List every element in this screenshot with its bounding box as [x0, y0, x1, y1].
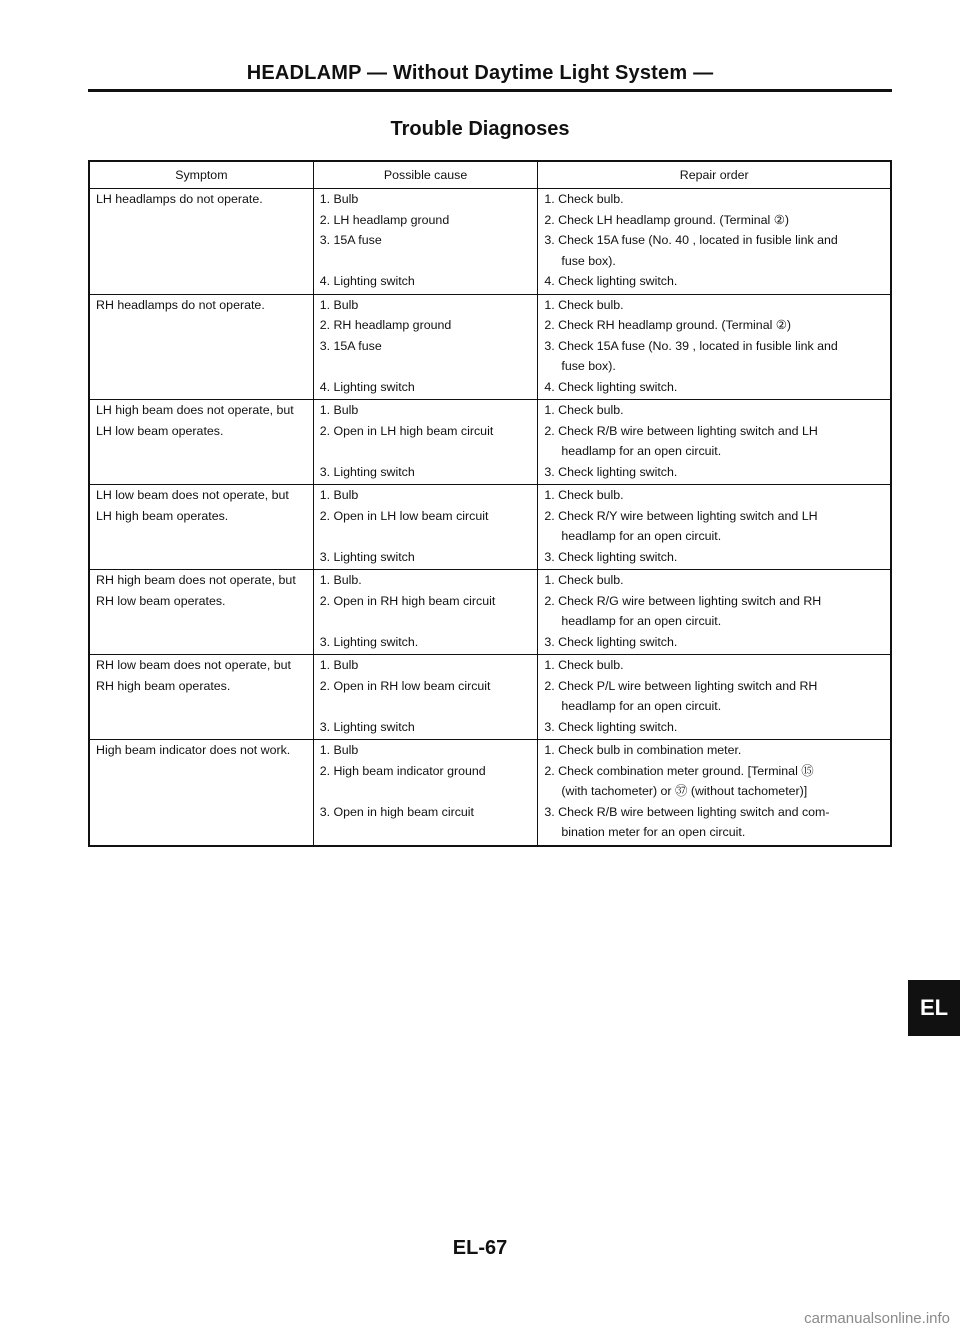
cause-line	[320, 356, 532, 377]
table-row	[89, 655, 891, 740]
cause-line	[320, 611, 532, 632]
repair-line: 1. Check bulb in combination meter.	[544, 743, 742, 757]
repair-line: 2. Check R/Y wire between lighting switch and LH	[544, 508, 818, 523]
cause-line: 2. Open in LH low beam circuit	[319, 508, 489, 523]
cause-line: 1. Bulb	[319, 297, 359, 312]
cause-line: 1. Bulb.	[319, 573, 362, 587]
symptom-text: LH high beam does not operate, but LH low beam operates.	[96, 403, 294, 438]
cause-line: 4. Lighting switch	[319, 379, 415, 394]
watermark: carmanualsonline.info	[804, 1310, 950, 1327]
repair-line: headlamp for an open circuit.	[561, 614, 722, 628]
cause-line: 3. Open in high beam circuit	[319, 804, 474, 819]
repair-order-cell	[538, 189, 891, 295]
cause-line: 3. Lighting switch	[319, 464, 415, 479]
possible-cause-cell	[313, 570, 538, 655]
cause-line: 1. Bulb	[319, 488, 359, 502]
table-row	[89, 485, 891, 570]
cause-line: 1. Bulb	[319, 192, 359, 206]
repair-line: 3. Check lighting switch.	[544, 634, 678, 649]
column-header-possible-cause: Possible cause	[313, 161, 538, 189]
table-body	[89, 189, 891, 846]
repair-order-cell	[538, 740, 891, 846]
symptom-text: RH headlamps do not operate.	[96, 297, 265, 312]
repair-line: fuse box).	[561, 359, 616, 373]
cause-line: 2. Open in LH high beam circuit	[319, 423, 494, 438]
repair-line: 3. Check 15A fuse (No. 40 , located in fusible link and	[544, 233, 838, 247]
cause-line: 2. LH headlamp ground	[319, 212, 450, 227]
possible-cause-cell	[313, 740, 538, 846]
repair-order-cell	[538, 400, 891, 485]
repair-line: 4. Check lighting switch.	[544, 379, 678, 394]
cause-line: 4. Lighting switch	[319, 274, 415, 288]
repair-line: headlamp for an open circuit.	[561, 699, 722, 713]
symptom-cell	[89, 570, 313, 655]
possible-cause-cell	[313, 189, 538, 295]
symptom-cell	[89, 400, 313, 485]
repair-line: 4. Check lighting switch.	[544, 274, 678, 288]
symptom-text: LH low beam does not operate, but LH high beam operates.	[96, 488, 289, 523]
section-title: HEADLAMP — Without Daytime Light System —	[246, 62, 714, 84]
repair-line: 3. Check lighting switch.	[544, 464, 678, 479]
repair-line: 2. Check R/B wire between lighting switch and LH	[544, 423, 818, 438]
possible-cause-cell	[313, 400, 538, 485]
cause-line: 1. Bulb	[319, 743, 359, 757]
title-rule	[88, 89, 892, 92]
column-header-repair-order: Repair order	[538, 161, 891, 189]
cause-line: 3. Lighting switch.	[319, 634, 419, 649]
symptom-text: RH high beam does not operate, but RH low beam operates.	[96, 573, 296, 608]
symptom-text: RH low beam does not operate, but RH high beam operates.	[96, 658, 291, 693]
repair-line: 2. Check R/G wire between lighting switch and RH	[544, 593, 822, 608]
possible-cause-cell	[313, 655, 538, 740]
cause-line	[320, 526, 532, 547]
repair-line: bination meter for an open circuit.	[561, 825, 746, 839]
cause-line	[320, 251, 532, 272]
repair-order-cell	[538, 570, 891, 655]
possible-cause-cell	[313, 294, 538, 400]
repair-line: 2. Check RH headlamp ground. (Terminal ②)	[544, 318, 792, 332]
table-row	[89, 189, 891, 295]
repair-line: 1. Check bulb.	[544, 297, 624, 312]
repair-line: 1. Check bulb.	[544, 488, 624, 502]
repair-order-cell	[538, 294, 891, 400]
cause-line: 3. 15A fuse	[319, 233, 382, 247]
possible-cause-cell	[313, 485, 538, 570]
repair-line: 1. Check bulb.	[544, 573, 624, 587]
repair-line: 3. Check lighting switch.	[544, 549, 678, 564]
repair-line: headlamp for an open circuit.	[561, 444, 722, 458]
symptom-text: High beam indicator does not work.	[96, 743, 291, 757]
page-number: EL-67	[452, 1237, 508, 1259]
cause-line: 2. Open in RH high beam circuit	[319, 593, 496, 608]
cause-line	[320, 781, 532, 802]
repair-line: 1. Check bulb.	[544, 658, 624, 672]
symptom-cell	[89, 655, 313, 740]
table-row	[89, 740, 891, 846]
repair-line: 2. Check combination meter ground. [Terminal ⑮	[544, 763, 814, 778]
repair-line: 1. Check bulb.	[544, 192, 624, 206]
repair-line: 2. Check LH headlamp ground. (Terminal ②)	[544, 212, 789, 227]
repair-line: 3. Check R/B wire between lighting switch and com-	[544, 804, 830, 819]
table-row	[89, 294, 891, 400]
page-heading: Trouble Diagnoses	[390, 118, 570, 140]
section-tab: EL	[908, 980, 960, 1036]
repair-line: 3. Check lighting switch.	[544, 719, 678, 734]
column-header-symptom: Symptom	[89, 161, 313, 189]
cause-line	[320, 441, 532, 462]
cause-line: 3. Lighting switch	[319, 549, 415, 564]
cause-line: 1. Bulb	[319, 403, 359, 417]
trouble-diagnoses-table	[88, 160, 892, 847]
cause-line: 3. 15A fuse	[319, 338, 382, 353]
symptom-cell	[89, 294, 313, 400]
symptom-text: LH headlamps do not operate.	[96, 192, 263, 206]
symptom-cell	[89, 740, 313, 846]
table-header-row	[89, 161, 891, 189]
repair-line: fuse box).	[561, 253, 616, 268]
repair-line: 1. Check bulb.	[544, 403, 624, 417]
cause-line: 2. High beam indicator ground	[319, 763, 486, 778]
repair-order-cell	[538, 485, 891, 570]
cause-line: 3. Lighting switch	[319, 719, 415, 734]
cause-line: 2. RH headlamp ground	[319, 318, 452, 332]
repair-line: 3. Check 15A fuse (No. 39 , located in fusible link and	[544, 338, 838, 353]
table-row	[89, 400, 891, 485]
cause-line	[320, 696, 532, 717]
repair-line: 2. Check P/L wire between lighting switch and RH	[544, 678, 818, 693]
table-row	[89, 570, 891, 655]
cause-line: 2. Open in RH low beam circuit	[319, 678, 491, 693]
symptom-cell	[89, 189, 313, 295]
repair-order-cell	[538, 655, 891, 740]
symptom-cell	[89, 485, 313, 570]
repair-line: (with tachometer) or ㊲ (without tachometer)]	[561, 784, 808, 798]
repair-line: headlamp for an open circuit.	[561, 529, 722, 543]
cause-line: 1. Bulb	[319, 658, 359, 672]
